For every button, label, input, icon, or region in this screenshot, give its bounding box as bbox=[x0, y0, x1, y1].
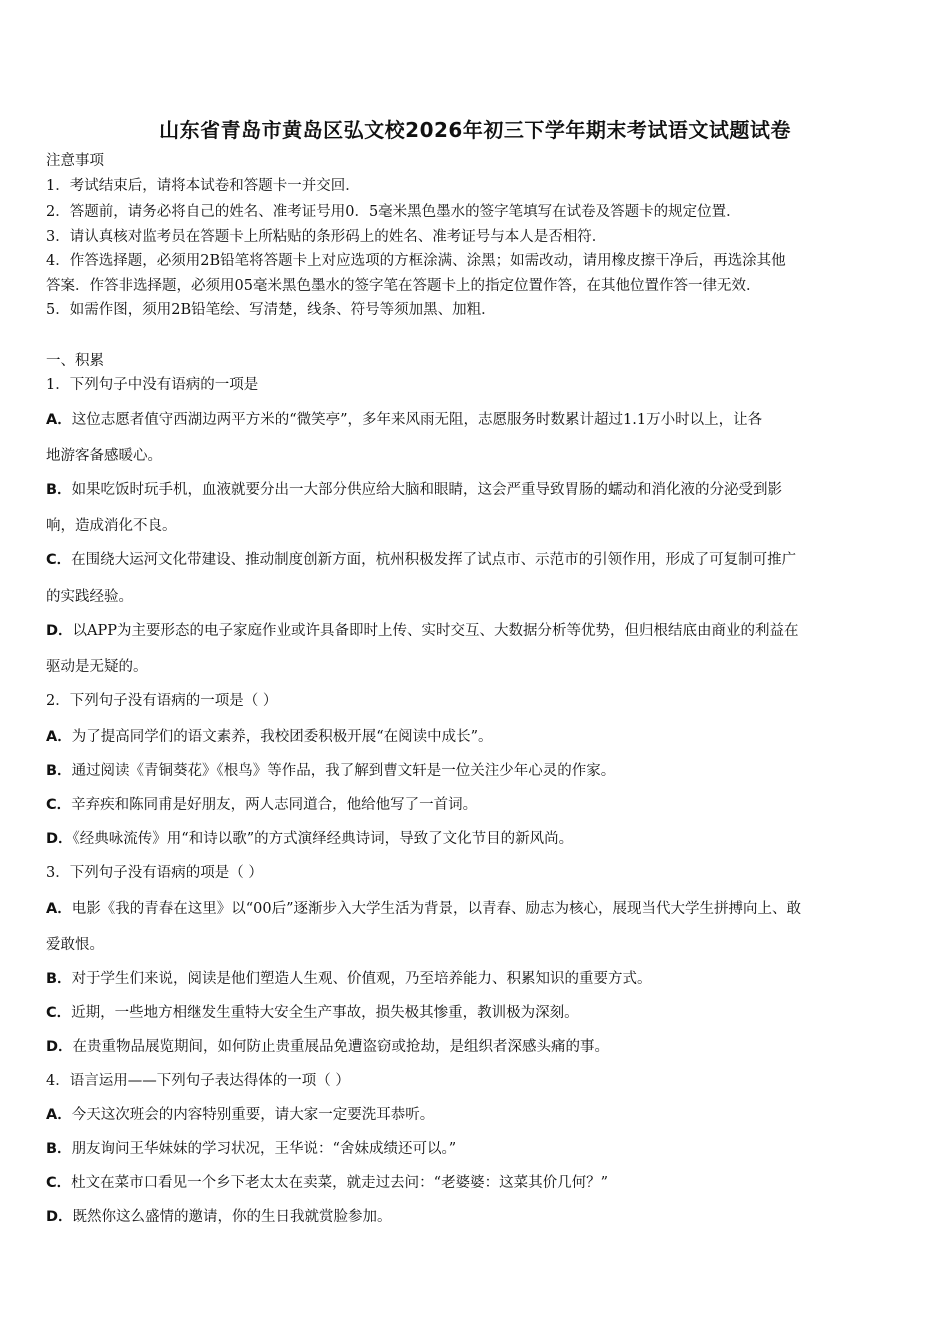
question-stem: 2．下列句子没有语病的一项是（ ） bbox=[46, 693, 278, 709]
option-text: 通过阅读《青铜葵花》《根鸟》等作品，我了解到曹文轩是一位关注少年心灵的作家。 bbox=[71, 763, 616, 779]
option-row bbox=[46, 1207, 908, 1227]
option-row bbox=[46, 1173, 908, 1193]
option-text: 电影《我的青春在这里》以“00后”逐渐步入大学生活为背景，以青春、励志为核心，展现当代大学生拼搏向上、敢 bbox=[71, 901, 802, 917]
option-text: 既然你这么盛情的邀请，你的生日我就赏脸参加。 bbox=[72, 1209, 392, 1225]
notice-item: 1．考试结束后，请将本试卷和答题卡一并交回． bbox=[46, 178, 360, 194]
notice-item: 2．答题前，请务必将自己的姓名、准考证号用0．5毫米黑色墨水的签字笔填写在试卷及答题卡的规定位置． bbox=[46, 204, 741, 220]
option-row bbox=[46, 480, 908, 500]
question-stem: 3．下列句子没有语病的项是（ ） bbox=[46, 865, 263, 881]
option-continuation: 驱动是无疑的。 bbox=[46, 659, 148, 675]
option-letter: D． bbox=[46, 1039, 73, 1055]
option-text: 对于学生们来说，阅读是他们塑造人生观、价值观，乃至培养能力、积累知识的重要方式。 bbox=[71, 971, 652, 987]
option-letter: D． bbox=[46, 1209, 73, 1225]
option-text: 在贵重物品展览期间，如何防止贵重展品免遭盗窃或抢劫，是组织者深感头痛的事。 bbox=[72, 1039, 610, 1055]
option-row bbox=[46, 761, 908, 781]
option-letter: A． bbox=[46, 901, 72, 917]
option-row bbox=[46, 829, 908, 849]
option-letter: A． bbox=[46, 412, 72, 428]
notice-item: 5．如需作图，须用2B铅笔绘、写清楚，线条、符号等须加黑、加粗． bbox=[46, 302, 496, 318]
notice-item: 答案．作答非选择题，必须用05毫米黑色墨水的签字笔在答题卡上的指定位置作答，在其他位置作答一律无效． bbox=[46, 278, 761, 294]
option-row bbox=[46, 1003, 908, 1023]
option-text: 在围绕大运河文化带建设、推动制度创新方面，杭州积极发挥了试点市、示范市的引领作用，形成了可复制可推广 bbox=[71, 552, 797, 568]
option-text: 今天这次班会的内容特别重要，请大家一定要洗耳恭听。 bbox=[71, 1107, 435, 1123]
option-letter: D． bbox=[46, 831, 73, 847]
option-text: 《经典咏流传》用“和诗以歌”的方式演绎经典诗词，导致了文化节目的新风尚。 bbox=[72, 831, 574, 847]
option-text: 这位志愿者值守西湖边两平方米的“微笑亭”，多年来风雨无阻，志愿服务时数累计超过1.1万小时以上，让各 bbox=[71, 412, 763, 428]
option-letter: B． bbox=[46, 482, 72, 498]
option-letter: C． bbox=[46, 1175, 72, 1191]
option-continuation: 响，造成消化不良。 bbox=[46, 518, 177, 534]
option-row bbox=[46, 727, 908, 747]
option-row bbox=[46, 795, 908, 815]
option-letter: A． bbox=[46, 729, 72, 745]
option-letter: B． bbox=[46, 763, 72, 779]
option-letter: C． bbox=[46, 1005, 72, 1021]
option-continuation: 的实践经验。 bbox=[46, 589, 133, 605]
option-continuation: 地游客备感暖心。 bbox=[46, 448, 162, 464]
option-text: 辛弃疾和陈同甫是好朋友，两人志同道合，他给他写了一首词。 bbox=[71, 797, 478, 813]
option-row bbox=[46, 621, 908, 641]
option-text: 朋友询问王华妹妹的学习状况，王华说：“舍妹成绩还可以。” bbox=[71, 1141, 457, 1157]
notice-heading: 注意事项 bbox=[46, 153, 104, 169]
option-letter: C． bbox=[46, 552, 72, 568]
option-letter: C． bbox=[46, 797, 72, 813]
option-row bbox=[46, 969, 908, 989]
page-title: 山东省青岛市黄岛区弘文校2026年初三下学年期末考试语文试题试卷 bbox=[159, 118, 791, 142]
option-letter: D． bbox=[46, 623, 73, 639]
option-letter: A． bbox=[46, 1107, 72, 1123]
option-text: 如果吃饭时玩手机，血液就要分出一大部分供应给大脑和眼睛，这会严重导致胃肠的蠕动和消化液的分泌受到影 bbox=[71, 482, 783, 498]
question-stem: 1．下列句子中没有语病的一项是 bbox=[46, 377, 259, 393]
option-row bbox=[46, 410, 908, 430]
option-letter: B． bbox=[46, 1141, 72, 1157]
notice-item: 4．作答选择题，必须用2B铅笔将答题卡上对应选项的方框涂满、涂黑；如需改动，请用橡皮擦干净后，再选涂其他 bbox=[46, 253, 786, 269]
option-row bbox=[46, 899, 908, 919]
option-text: 近期，一些地方相继发生重特大安全生产事故，损失极其惨重，教训极为深刻。 bbox=[71, 1005, 579, 1021]
option-row bbox=[46, 550, 908, 570]
section-heading: 一、积累 bbox=[46, 353, 104, 369]
option-continuation: 爱敢恨。 bbox=[46, 937, 104, 953]
option-text: 以APP为主要形态的电子家庭作业或许具备即时上传、实时交互、大数据分析等优势，但归根结底由商业的利益在 bbox=[72, 623, 799, 639]
option-text: 杜文在菜市口看见一个乡下老太太在卖菜，就走过去问：“老婆婆：这菜其价几何？” bbox=[71, 1175, 608, 1191]
option-row bbox=[46, 1037, 908, 1057]
option-row bbox=[46, 1105, 908, 1125]
question-stem: 4．语言运用——下列句子表达得体的一项（ ） bbox=[46, 1073, 350, 1089]
option-letter: B． bbox=[46, 971, 72, 987]
notice-item: 3．请认真核对监考员在答题卡上所粘贴的条形码上的姓名、准考证号与本人是否相符． bbox=[46, 229, 607, 245]
option-row bbox=[46, 1139, 908, 1159]
option-text: 为了提高同学们的语文素养，我校团委积极开展“在阅读中成长”。 bbox=[71, 729, 493, 745]
